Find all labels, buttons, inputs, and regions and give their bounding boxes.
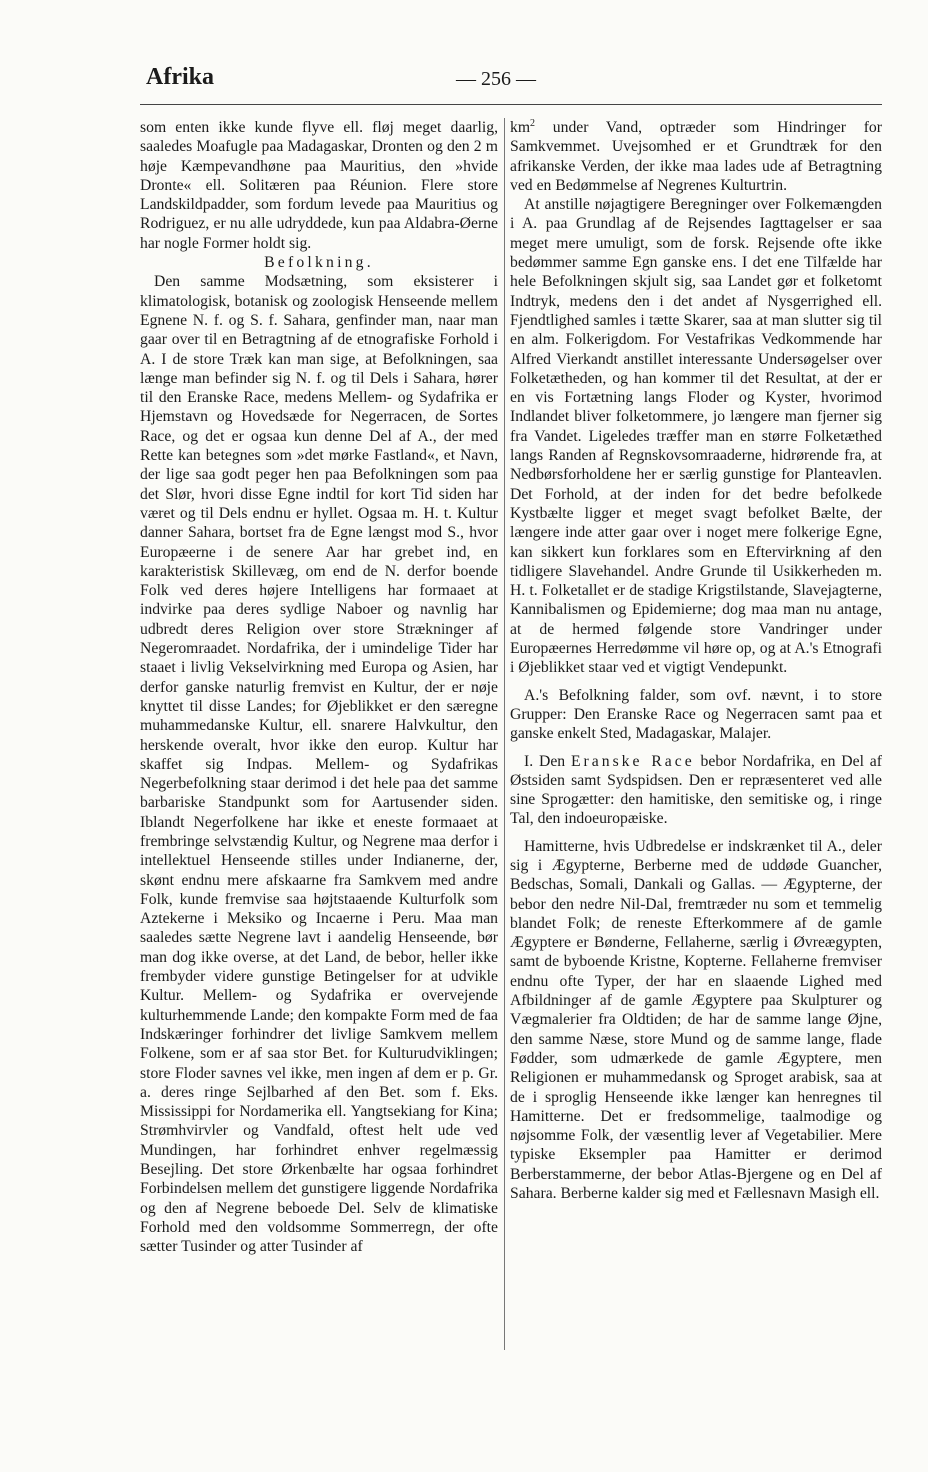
paragraph: [510, 118, 882, 195]
running-title: Afrika: [146, 64, 214, 90]
paragraph-text: under Vand, optræder som Hindringer for Samkvemmet. Uvejsomhed er et Grundtræk for den afrikanske Verden, der ikke maa lades ude af Betragtning ved en Bedømmelse af Negrenes Kulturtrin.: [510, 119, 882, 194]
paragraph: [510, 752, 882, 829]
left-column: [140, 118, 498, 1257]
superscript: 2: [530, 117, 536, 129]
header-rule: [140, 104, 882, 105]
right-column: [510, 118, 882, 1203]
paragraph: Den samme Modsætning, som eksisterer i klimatologisk, botanisk og zoologisk Henseende mellem Egnene N. f. og S. f. Sahara, genfinder man, naar man gaar over til en Betragtning af de etnografiske Forhold i A. I de store Træk kan man sige, at Befolkningen, saa længe man befinder sig N. f. og til Dels i Sahara, hører til den Eranske Race, medens Mellem- og Sydafrika er Hjemstavn og Hovedsæde for Negerracen, de Sortes Race, og det er ogsaa kun denne Del af A., der med Rette kan betegnes som »det mørke Fastland«, et Navn, der lige saa godt peger hen paa Befolkningen som paa det Slør, hvori disse Egne indtil for kort Tid siden har været og til Dels endnu er hyllet. Ogsaa m. H. t. Kultur danner Sahara, bortset fra de Egne længst mod S., hvor Europæerne i de senere Aar har grebet ind, en karakteristisk Skillevæg, om end de N. derfor boende Folk ved deres højere Intelligens har formaaet at indvirke paa deres sydlige Naboer og navnlig har udbredt deres Religion over store Strækninger af Negeromraadet. Nordafrika, der i umindelige Tider har staaet i livlig Vekselvirkning med Europa og Asien, har derfor ganske naturlig fremvist en Kultur, der er nøje knyttet til disse Landes; for Øjeblikket er den særegne muhammedanske Kultur, ell. snarere Halvkultur, den herskende overalt, hvor ikke den europ. Kultur har skaffet sig Indpas. Mellem- og Sydafrikas Negerbefolkning staar derimod i det hele paa det samme barbariske Standpunkt som for Aartusender siden. Iblandt Negerfolkene har ikke et eneste formaaet at frembringe selvstændig Kultur, og Negrene maa derfor i intellektuel Henseende stilles under Indianerne, der, skønt endnu mere afskaarne fra Samkvem med andre Folk, kunde fremvise saa højtstaaende Kulturfolk som Aztekerne i Meksiko og Incaerne i Peru. Maa man saaledes sætte Negrene lavt i aandelig Henseende, bør man dog ikke overse, at det Land, de bebor, heller ikke frembyder videre gunstige Betingelser for at udvikle Kultur. Mellem- og Sydafrika er overvejende kulturhemmende Lande; den kompakte Form med de faa Indskæringer forhindrer det livlige Samkvem mellem Folkene, som er af saa stor Bet. for Kulturudviklingen; store Floder savnes vel ikke, men ingen af dem er p. Gr. a. deres ringe Sejlbarhed af den Bet. som f. Eks. Mississippi for Nordamerika ell. Yangtsekiang for Kina; Strømhvirvler og Vandfald, oftest helt ude ved Mundingen, har forhindret enhver regelmæssig Besejling. Det store Ørkenbælte har ogsaa forhindret Forbindelsen mellem det gunstigere liggende Nordafrika og den af Negrene beboede Del. Selv de klimatiske Forhold med den voldsomme Sommerregn, der ofte sætter Tusinder og atter Tusinder af: [140, 273, 498, 1256]
unit: km: [510, 119, 531, 136]
column-divider: [504, 118, 505, 1350]
paragraph-prefix: I. Den: [524, 752, 571, 770]
paragraph-text: bebor Nordafrika, en Del af Østsiden samt Sydspidsen. Den er repræsenteret ved alle sine Sprogætter: den hamitiske, den semitiske og, i ringe Tal, den indoeuropæiske.: [510, 752, 882, 828]
paragraph: A.'s Befolkning falder, som ovf. nævnt, i to store Grupper: Den Eranske Race og Negerracen samt paa et ganske enkelt Sted, Madagaskar, Malajer.: [510, 686, 882, 743]
paragraph: som enten ikke kunde flyve ell. fløj meget daarlig, saaledes Moafugle paa Madagaskar, Dronten og den 2 m høje Kæmpevandhøne paa Mauritius, den »hvide Dronte« ell. Solitæren paa Réunion. Flere store Landskildpadder, som fordum levede paa Mauritius og Rodriguez, er nu alle udryddede, kun paa Aldabra-Øerne har nogle Former holdt sig.: [140, 119, 498, 252]
paragraph: At anstille nøjagtigere Beregninger over Folkemængden i A. paa Grundlag af de Rejsendes Iagttagelser er saa meget mere umuligt, som de forsk. Rejsende ofte ikke bedømmer samme Egn ganske ens. I det ene Tilfælde har hele Befolkningen skjult sig, saa Landet gør et folketomt Indtryk, medens den i det andet af Nysgerrighed ell. Fjendtlighed samles i tætte Skarer, saa at man slutter sig til en alm. Folkerigdom. For Vestafrikas Vedkommende har Alfred Vierkandt anstillet interessante Undersøgelser over Folketætheden, og han kommer til det Resultat, at der er en vis Fortætning langs Floder og Kyster, hvorimod Indlandet bliver folketommere, jo længere man fjerner sig fra Vandet. Ligeledes træffer man en større Folketæthed langs Randen af Regnskovsomraaderne, hidrørende fra, at Nedbørsforholdene her er særlig gunstige for Planteavlen. Det Forhold, at der inden for det bedre befolkede Kystbælte ligger et meget svagt befolket Bælte, der længere inde atter gaar over i noget mere folkerige Egne, kan sikkert kun forklares som en Eftervirkning af den tidligere Slavehandel. Andre Grunde til Usikkerheden m. H. t. Folketallet er de stadige Krigstilstande, Slavejagterne, Kannibalismen og Epidemierne; dog maa man nu antage, at de hermed følgende store Vandringer under Europæernes Herredømme vil høre op, og at A.'s Etnografi i Øjeblikket staar ved et vigtigt Vendepunkt.: [510, 196, 882, 677]
section-heading: Befolkning.: [264, 254, 374, 272]
paragraph: Hamitterne, hvis Udbredelse er indskrænket til A., deler sig i Ægypterne, Berberne med de uddøde Guancher, Bedschas, Somali, Dankali og Gallas. — Ægypterne, der bebor den nedre Nil-Dal, fremtræder nu som et temmelig blandet Folk; de reneste Efterkommere af de gamle Ægyptere er Bønderne, Fellaherne, særlig i Øvreægypten, samt de byboende Kristne, Kopterne. Fellaherne fremviser endnu ofte Typer, der har en slaaende Lighed med Afbildninger af de gamle Ægyptere paa Skulpturer og Vægmalerier fra Oldtiden; de har de samme lange Øjne, den samme Næse, store Mund og de samme lange, flade Fødder, som udmærkede de gamle Ægyptere, men Religionen er muhammedansk og Sproget arabisk, saa at de i sproglig Henseende ikke længer kan henregnes til Hamitterne. Det er fredsommelige, taalmodige og nøjsomme Folk, der væsentlig lever af Vegetabilier. Mere typiske Eksempler paa Hamitter er derimod Berberstammerne, der bebor Atlas-Bjergene og en Del af Sahara. Berberne kalder sig med et Fællesnavn Masigh ell.: [510, 837, 882, 1203]
page-number: — 256 —: [456, 68, 536, 90]
page-header: [0, 0, 928, 110]
spaced-term: Eranske Race: [570, 752, 695, 770]
